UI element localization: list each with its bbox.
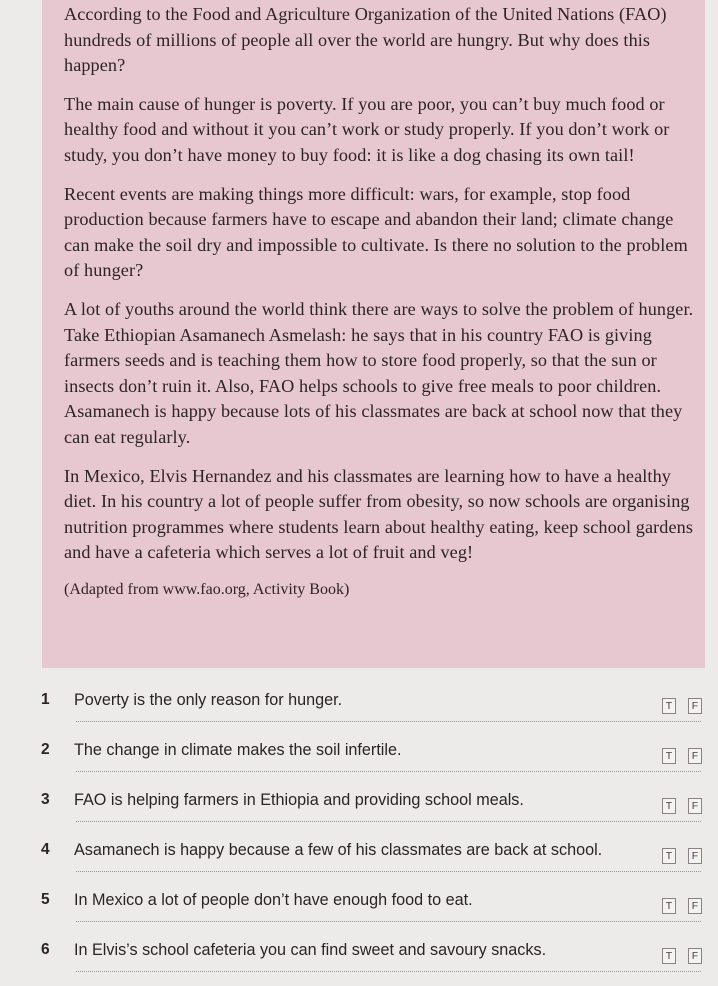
- paragraph-poverty: The main cause of hunger is poverty. If you are poor, you can’t buy much food or healthy food and without it you can’t work or study properly. If you don’t work or study, you don’t have money to buy food: it is like a dog chasing its own tail!: [64, 93, 670, 165]
- question-text: The change in climate makes the soil infertile.: [74, 741, 402, 759]
- question-row: [0, 688, 718, 736]
- true-checkbox[interactable]: T: [662, 698, 676, 714]
- answer-line[interactable]: [76, 921, 701, 922]
- source-citation: (Adapted from www.fao.org, Activity Book): [64, 580, 350, 598]
- question-text: FAO is helping farmers in Ethiopia and providing school meals.: [74, 791, 524, 809]
- false-checkbox[interactable]: F: [688, 848, 702, 864]
- false-checkbox[interactable]: F: [688, 898, 702, 914]
- question-row: [0, 838, 718, 886]
- answer-line[interactable]: [76, 821, 701, 822]
- answer-line[interactable]: [76, 971, 701, 972]
- question-number: 6: [41, 941, 50, 958]
- paragraph-intro: According to the Food and Agriculture Organization of the United Nations (FAO) hundreds of millions of people all over the world are hungry. But why does this happen?: [64, 4, 667, 76]
- question-row: [0, 738, 718, 786]
- question-number: 2: [41, 741, 50, 758]
- paragraph-ethiopia: A lot of youths around the world think there are ways to solve the problem of hunger. Take Ethiopian Asamanech Asmelash: he says that in his country FAO is giving farmers seeds and is teaching them how to store food properly, so that the sun or insects don’t ruin it. Also, FAO helps schools to give free meals to poor children. Asamanech is happy because lots of his classmates are back at school now that they can eat regularly.: [64, 298, 694, 447]
- question-number: 1: [41, 691, 50, 708]
- false-checkbox[interactable]: F: [688, 748, 702, 764]
- answer-line[interactable]: [76, 771, 701, 772]
- question-text: In Mexico a lot of people don’t have enough food to eat.: [74, 891, 473, 909]
- question-row: [0, 888, 718, 936]
- true-checkbox[interactable]: T: [662, 898, 676, 914]
- question-number: 4: [41, 841, 50, 858]
- question-text: Asamanech is happy because a few of his classmates are back at school.: [74, 841, 603, 859]
- question-text: Poverty is the only reason for hunger.: [74, 691, 343, 709]
- question-number: 3: [41, 791, 50, 808]
- question-row: [0, 788, 718, 836]
- question-row: [0, 938, 718, 986]
- false-checkbox[interactable]: F: [688, 798, 702, 814]
- answer-line[interactable]: [76, 721, 701, 722]
- false-checkbox[interactable]: F: [688, 698, 702, 714]
- false-checkbox[interactable]: F: [688, 948, 702, 964]
- answer-line[interactable]: [76, 871, 701, 872]
- question-number: 5: [41, 891, 50, 908]
- question-text: In Elvis’s school cafeteria you can find sweet and savoury snacks.: [74, 941, 547, 959]
- true-checkbox[interactable]: T: [662, 848, 676, 864]
- true-checkbox[interactable]: T: [662, 948, 676, 964]
- reading-text-box: [42, 0, 705, 668]
- paragraph-mexico: In Mexico, Elvis Hernandez and his classmates are learning how to have a healthy diet. In his country a lot of people suffer from obesity, so now schools are organising nutrition programmes where students learn about healthy eating, keep school gardens and have a cafeteria which serves a lot of fruit and veg!: [64, 465, 694, 563]
- true-checkbox[interactable]: T: [662, 748, 676, 764]
- paragraph-difficulties: Recent events are making things more difficult: wars, for example, stop food production because farmers have to escape and abandon their land; climate change can make the soil dry and impossible to cultivate. Is there no solution to the problem of hunger?: [64, 183, 688, 281]
- true-checkbox[interactable]: T: [662, 798, 676, 814]
